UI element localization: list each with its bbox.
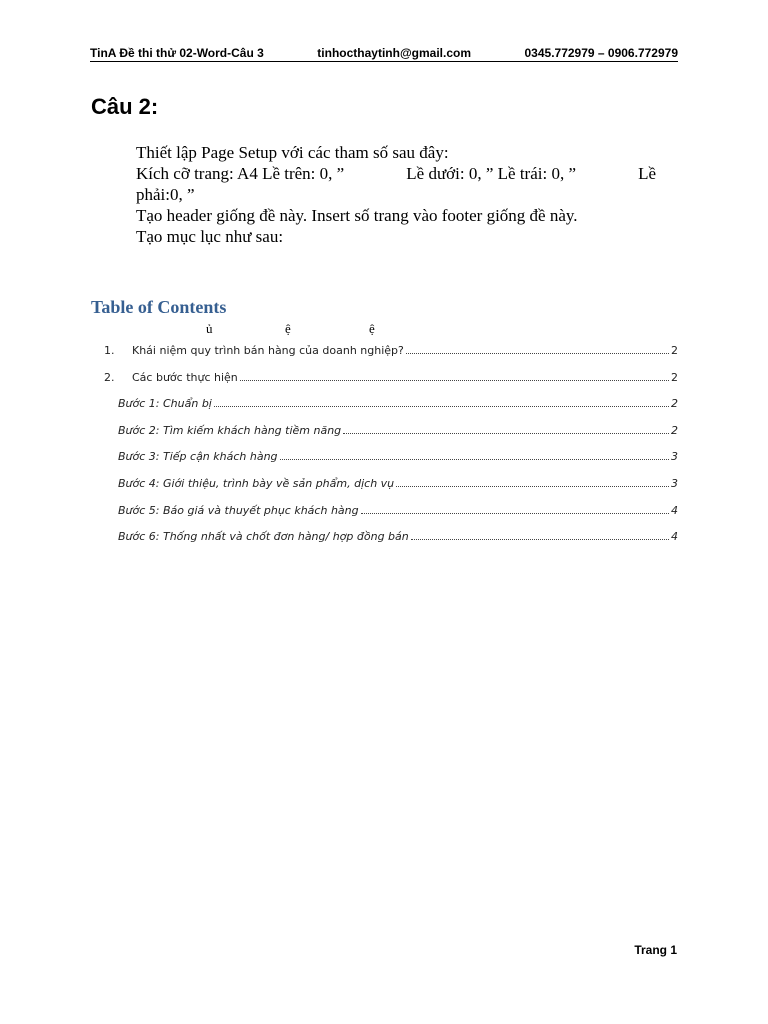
- instruction-line: [136, 163, 656, 184]
- toc-entry-text: Bước 5: Báo giá và thuyết phục khách hàng: [118, 503, 359, 517]
- toc-entry[interactable]: [118, 450, 678, 468]
- toc-entry[interactable]: [118, 504, 678, 522]
- instruction-line: Thiết lập Page Setup với các tham số sau đây:: [136, 143, 449, 162]
- toc-entry-text: Bước 3: Tiếp cận khách hàng: [118, 450, 278, 464]
- toc-entry-text: Bước 1: Chuẩn bị: [118, 397, 212, 411]
- toc-entry[interactable]: [118, 477, 678, 495]
- toc-entry[interactable]: [118, 397, 678, 415]
- toc-entry-page: 2: [671, 423, 678, 437]
- toc-entry-number: 1.: [104, 344, 115, 357]
- instruction-part: Kích cỡ trang: A4 Lề trên: 0, ”: [136, 164, 345, 183]
- toc-entry-text: Bước 6: Thống nhất và chốt đơn hàng/ hợp đồng bán: [118, 530, 409, 544]
- instruction-part: Lề: [638, 164, 656, 183]
- toc-entry-number: 2.: [104, 370, 115, 384]
- toc-entry-page: 4: [671, 530, 678, 544]
- page-footer: Trang 1: [634, 943, 677, 957]
- toc-leader-dots: [214, 397, 669, 407]
- stray-character: ủ: [206, 321, 213, 336]
- toc-entry[interactable]: [118, 530, 678, 548]
- toc-entry-text: Bước 2: Tìm kiếm khách hàng tiềm năng: [118, 423, 342, 437]
- toc-leader-dots: [406, 344, 669, 354]
- toc-leader-dots: [411, 530, 669, 540]
- toc-entry-page: 2: [671, 370, 678, 384]
- toc-entry[interactable]: [104, 371, 678, 389]
- stray-character: ệ: [369, 321, 375, 336]
- question-title: Câu 2:: [91, 94, 159, 119]
- header-title: TinA Đề thi thử 02-Word-Câu 3: [90, 46, 264, 60]
- toc-entry[interactable]: [104, 344, 678, 362]
- toc-entry-page: 3: [671, 450, 678, 464]
- stray-character: ệ: [285, 321, 291, 336]
- toc-entry-page: 2: [671, 344, 678, 357]
- toc-entry[interactable]: [118, 424, 678, 442]
- toc-leader-dots: [396, 477, 669, 487]
- header-phone: 0345.772979 – 0906.772979: [524, 46, 678, 60]
- instruction-line: Tạo header giống đề này. Insert số trang vào footer giống đề này.: [136, 206, 578, 225]
- toc-entry-text: Khái niệm quy trình bán hàng của doanh nghiệp?: [132, 344, 404, 357]
- toc-entry-text: Bước 4: Giới thiệu, trình bày về sản phẩm, dịch vụ: [118, 477, 395, 490]
- instructions: [136, 142, 656, 247]
- toc-entry-text: Các bước thực hiện: [132, 370, 238, 384]
- toc-leader-dots: [280, 450, 669, 460]
- toc-entry-page: 3: [671, 477, 678, 490]
- toc-heading: Table of Contents: [91, 297, 227, 317]
- toc-leader-dots: [240, 371, 669, 381]
- header-email: tinhocthaytinh@gmail.com: [317, 46, 472, 60]
- toc-leader-dots: [361, 504, 669, 514]
- instruction-line: Tạo mục lục như sau:: [136, 227, 284, 246]
- instruction-part: Lề dưới: 0, ” Lề trái: 0, ”: [406, 164, 576, 183]
- instruction-line: phải:0, ”: [136, 185, 195, 204]
- toc-entry-page: 4: [671, 503, 678, 517]
- page-header: [90, 46, 678, 62]
- toc-leader-dots: [343, 424, 669, 434]
- toc-entry-page: 2: [671, 397, 678, 411]
